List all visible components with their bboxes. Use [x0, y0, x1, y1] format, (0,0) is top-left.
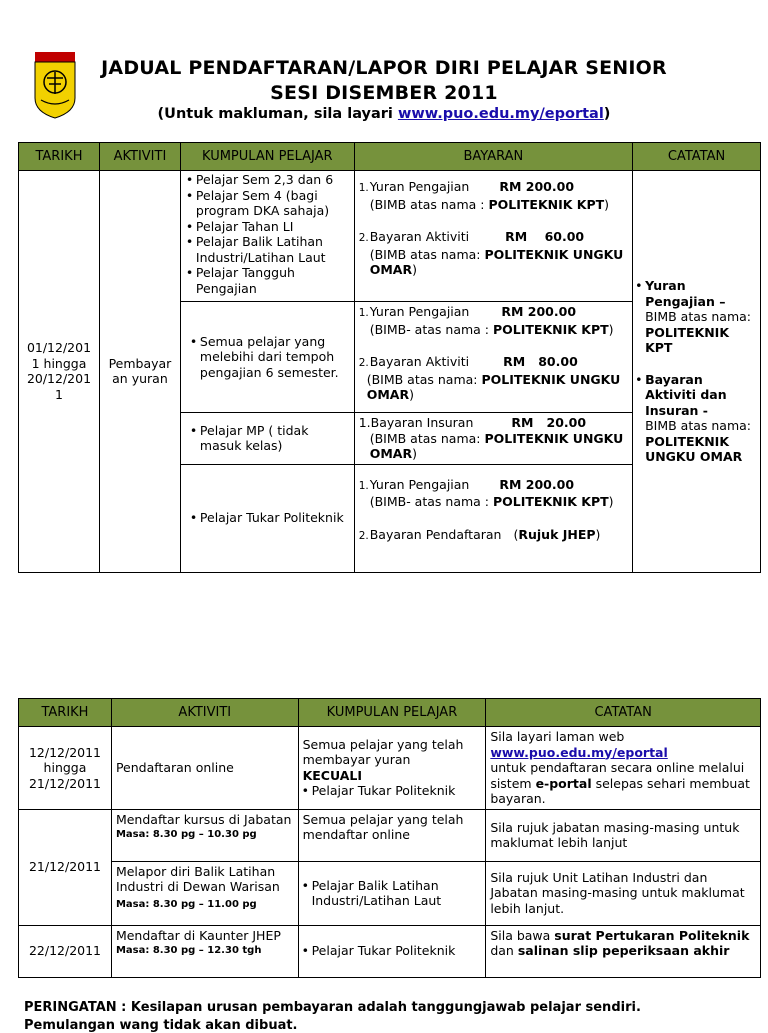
- table-row: [19, 727, 761, 810]
- catatan-heading: Yuran Pengajian –: [645, 278, 726, 309]
- kumpulan-cell: [180, 464, 354, 572]
- bayaran-cell: [354, 171, 632, 302]
- catatan-bold: salinan slip peperiksaan akhir: [517, 943, 730, 958]
- student-group-list: [189, 423, 350, 454]
- table-row: [19, 809, 761, 861]
- fee-amount: RM 80.00: [503, 354, 578, 369]
- catatan-heading: Bayaran Aktiviti dan Insuran -: [645, 371, 727, 418]
- kumpulan-text: Semua pelajar yang telah membayar yuran: [302, 736, 464, 768]
- fee-label: Bayaran Pendaftaran: [369, 526, 502, 542]
- fee-paren: (: [513, 526, 519, 542]
- tarikh-cell: 12/12/2011 hingga 21/12/2011: [19, 727, 112, 810]
- fee-paren: ): [595, 526, 601, 542]
- time-text: Masa: 8.30 pg – 11.00 pg: [115, 898, 257, 910]
- fee-item: [359, 229, 628, 247]
- fee-label: Bayaran Insuran: [370, 415, 474, 430]
- kecuali-label: KECUALI: [302, 767, 363, 783]
- fee-payee: POLITEKNIK UNGKU OMAR: [366, 371, 621, 402]
- col-header-catatan: CATATAN: [486, 699, 761, 727]
- warning-text: PERINGATAN : Kesilapan urusan pembayaran adalah tanggungjawab pelajar sendiri.: [24, 1000, 641, 1015]
- fee-note: [359, 431, 628, 462]
- fee-note-text: (BIMB- atas nama :: [369, 321, 493, 337]
- fee-number: 2.: [358, 357, 369, 369]
- fee-amount: RM 20.00: [511, 415, 587, 430]
- list-item: • Pelajar Tukar Politeknik: [200, 510, 350, 526]
- bayaran-cell: [354, 302, 632, 413]
- aktiviti-cell: [111, 861, 298, 925]
- fee-note-end: ): [409, 387, 414, 402]
- kumpulan-cell: [298, 727, 486, 810]
- time-text: Masa: 8.30 pg – 12.30 tgh: [115, 945, 262, 956]
- fee-amount: RM 200.00: [499, 179, 575, 194]
- catatan-bold: e-portal: [535, 775, 592, 791]
- fee-payee: POLITEKNIK KPT: [488, 196, 605, 212]
- table-header-row: [19, 699, 761, 727]
- tarikh-line: 1 hingga: [31, 355, 87, 371]
- list-item: • Pelajar Tahan LI: [196, 219, 352, 235]
- col-header-tarikh: TARIKH: [19, 143, 100, 171]
- fee-label: Yuran Pengajian: [369, 476, 470, 492]
- tarikh-cell: 22/12/2011: [19, 925, 112, 977]
- fee-number: 1.: [358, 415, 371, 430]
- fee-label: Yuran Pengajian: [369, 304, 470, 319]
- fee-amount: RM 60.00: [505, 229, 585, 244]
- tarikh-line: 20/12/201: [26, 371, 92, 387]
- kumpulan-cell: [298, 861, 486, 925]
- list-item: • Pelajar Tukar Politeknik: [312, 943, 482, 959]
- aktiviti-cell: Pendaftaran online: [111, 727, 298, 810]
- fee-note-end: ): [604, 196, 610, 212]
- fee-number: 1.: [358, 307, 369, 319]
- aktiviti-text: Melapor diri Balik Latihan Industri di Dewan Warisan: [115, 863, 280, 894]
- list-item: • Pelajar Balik Latihan Industri/Latihan Laut: [312, 878, 482, 909]
- catatan-list: [645, 278, 757, 465]
- table-header-row: [19, 143, 761, 171]
- fee-amount: RM 200.00: [501, 304, 577, 319]
- student-group-list: [189, 334, 350, 381]
- fee-label: Bayaran Aktiviti: [369, 354, 470, 369]
- student-group-list: [185, 172, 352, 296]
- aktiviti-line: an yuran: [112, 371, 168, 387]
- fee-item: [359, 179, 628, 197]
- fee-item: [359, 354, 628, 372]
- fee-note: [359, 494, 628, 510]
- catatan-text: Sila bawa: [490, 927, 555, 943]
- registration-schedule-table: [18, 698, 761, 978]
- time-text: Masa: 8.30 pg – 10.30 pg: [115, 829, 257, 840]
- catatan-cell: Sila rujuk Unit Latihan Industri dan Jabatan masing-masing untuk maklumat lebih lanjut.: [486, 861, 761, 925]
- fee-number: 1.: [358, 182, 369, 194]
- kumpulan-cell: Semua pelajar yang telah mendaftar online: [298, 809, 486, 861]
- tarikh-line: 01/12/201: [26, 340, 92, 356]
- list-item: • Pelajar Sem 2,3 dan 6: [196, 172, 352, 188]
- subtitle-note: [60, 106, 708, 122]
- list-item: • Semua pelajar yang melebihi dari tempoh pengajian 6 semester.: [200, 334, 350, 381]
- catatan-cell: [633, 171, 761, 573]
- fee-label: Bayaran Aktiviti: [369, 229, 470, 244]
- student-group-list: [303, 878, 482, 909]
- catatan-payee: POLITEKNIK UNGKU OMAR: [645, 433, 743, 464]
- catatan-text: dan: [490, 943, 518, 958]
- list-item: [645, 278, 757, 356]
- fee-note-text: (BIMB- atas nama :: [369, 494, 493, 509]
- eportal-link[interactable]: www.puo.edu.my/eportal: [397, 106, 604, 122]
- fee-item: [359, 527, 628, 545]
- fee-note-end: ): [608, 321, 614, 337]
- kumpulan-cell: [180, 171, 354, 302]
- tarikh-cell: 21/12/2011: [19, 809, 112, 925]
- table-row: [19, 171, 761, 302]
- payment-schedule-table: [18, 142, 761, 573]
- tarikh-line: 1: [55, 386, 63, 402]
- note-prefix: (Untuk makluman, sila layari: [157, 106, 398, 122]
- col-header-kumpulan: KUMPULAN PELAJAR: [180, 143, 354, 171]
- fee-note: [359, 372, 628, 403]
- fee-amount: RM 200.00: [499, 476, 575, 492]
- fee-note-end: ): [608, 494, 614, 509]
- catatan-text: untuk pendaftaran secara online melalui sistem: [490, 760, 745, 791]
- list-item: • Pelajar Sem 4 (bagi program DKA sahaja): [196, 188, 352, 219]
- aktiviti-cell: [111, 925, 298, 977]
- col-header-aktiviti: AKTIVITI: [111, 699, 298, 727]
- fee-note-text: (BIMB atas nama:: [369, 246, 485, 262]
- catatan-cell: [486, 925, 761, 977]
- fee-note-text: (BIMB atas nama :: [369, 196, 489, 212]
- fee-number: 2.: [358, 529, 369, 542]
- list-item: • Pelajar Tangguh Pengajian: [196, 265, 352, 296]
- catatan-text: BIMB atas nama:: [645, 418, 751, 433]
- catatan-cell: Sila rujuk jabatan masing-masing untuk maklumat lebih lanjut: [486, 809, 761, 861]
- student-group-list: [189, 510, 350, 526]
- catatan-bold: surat Pertukaran Politeknik: [554, 927, 750, 943]
- list-item: • Pelajar MP ( tidak masuk kelas): [200, 423, 350, 454]
- fee-note-text: (BIMB atas nama:: [369, 430, 485, 446]
- bayaran-cell: [354, 413, 632, 465]
- aktiviti-text: Mendaftar kursus di Jabatan: [115, 811, 292, 827]
- student-group-list: [303, 783, 482, 799]
- list-item: • Pelajar Tukar Politeknik: [312, 783, 482, 799]
- catatan-payee: POLITEKNIK KPT: [645, 324, 730, 355]
- col-header-bayaran: BAYARAN: [354, 143, 632, 171]
- tarikh-cell: [19, 171, 100, 573]
- list-item: • Pelajar Balik Latihan Industri/Latihan Laut: [196, 234, 352, 265]
- fee-note-end: ): [412, 446, 417, 461]
- fee-note: [359, 197, 628, 213]
- note-suffix: ): [603, 106, 611, 122]
- col-header-catatan: CATATAN: [633, 143, 761, 171]
- page-title-line1: JADUAL PENDAFTARAN/LAPOR DIRI PELAJAR SENIOR: [101, 57, 667, 79]
- table-row: [19, 925, 761, 977]
- catatan-cell: [486, 727, 761, 810]
- eportal-link[interactable]: www.puo.edu.my/eportal: [490, 744, 668, 760]
- fee-item: [359, 477, 628, 495]
- fee-payee: POLITEKNIK UNGKU OMAR: [369, 246, 624, 277]
- kumpulan-cell: [180, 302, 354, 413]
- fee-payee: POLITEKNIK KPT: [492, 494, 609, 509]
- fee-reference: Rujuk JHEP: [518, 526, 596, 542]
- col-header-tarikh: TARIKH: [19, 699, 112, 727]
- aktiviti-text: Mendaftar di Kaunter JHEP: [115, 927, 281, 943]
- aktiviti-line: Pembayar: [108, 355, 172, 371]
- bayaran-cell: [354, 464, 632, 572]
- page-title-line2: SESI DISEMBER 2011: [270, 82, 498, 104]
- catatan-text: BIMB atas nama:: [645, 309, 751, 324]
- fee-payee: POLITEKNIK KPT: [492, 321, 609, 337]
- fee-number: 1.: [358, 479, 369, 492]
- catatan-text: Sila layari laman web: [490, 729, 625, 744]
- col-header-aktiviti: AKTIVITI: [99, 143, 180, 171]
- table-row: [19, 861, 761, 925]
- aktiviti-cell: [111, 809, 298, 861]
- aktiviti-cell: [99, 171, 180, 573]
- fee-item: [359, 304, 628, 322]
- catatan-text: selepas sehari membuat bayaran.: [490, 775, 750, 806]
- student-group-list: [303, 943, 482, 959]
- fee-note: [359, 247, 628, 278]
- fee-payee: POLITEKNIK UNGKU OMAR: [369, 430, 624, 461]
- list-item: [645, 372, 757, 465]
- fee-note-end: ): [412, 262, 417, 277]
- kumpulan-cell: [180, 413, 354, 465]
- col-header-kumpulan: KUMPULAN PELAJAR: [298, 699, 486, 727]
- fee-number: 2.: [358, 232, 369, 244]
- warning-text-line2: Pemulangan wang tidak akan dibuat.: [24, 1018, 298, 1033]
- fee-note-text: (BIMB atas nama:: [366, 371, 482, 387]
- kumpulan-cell: [298, 925, 486, 977]
- fee-item: [359, 415, 628, 431]
- fee-note: [359, 322, 628, 338]
- fee-label: Yuran Pengajian: [369, 179, 470, 194]
